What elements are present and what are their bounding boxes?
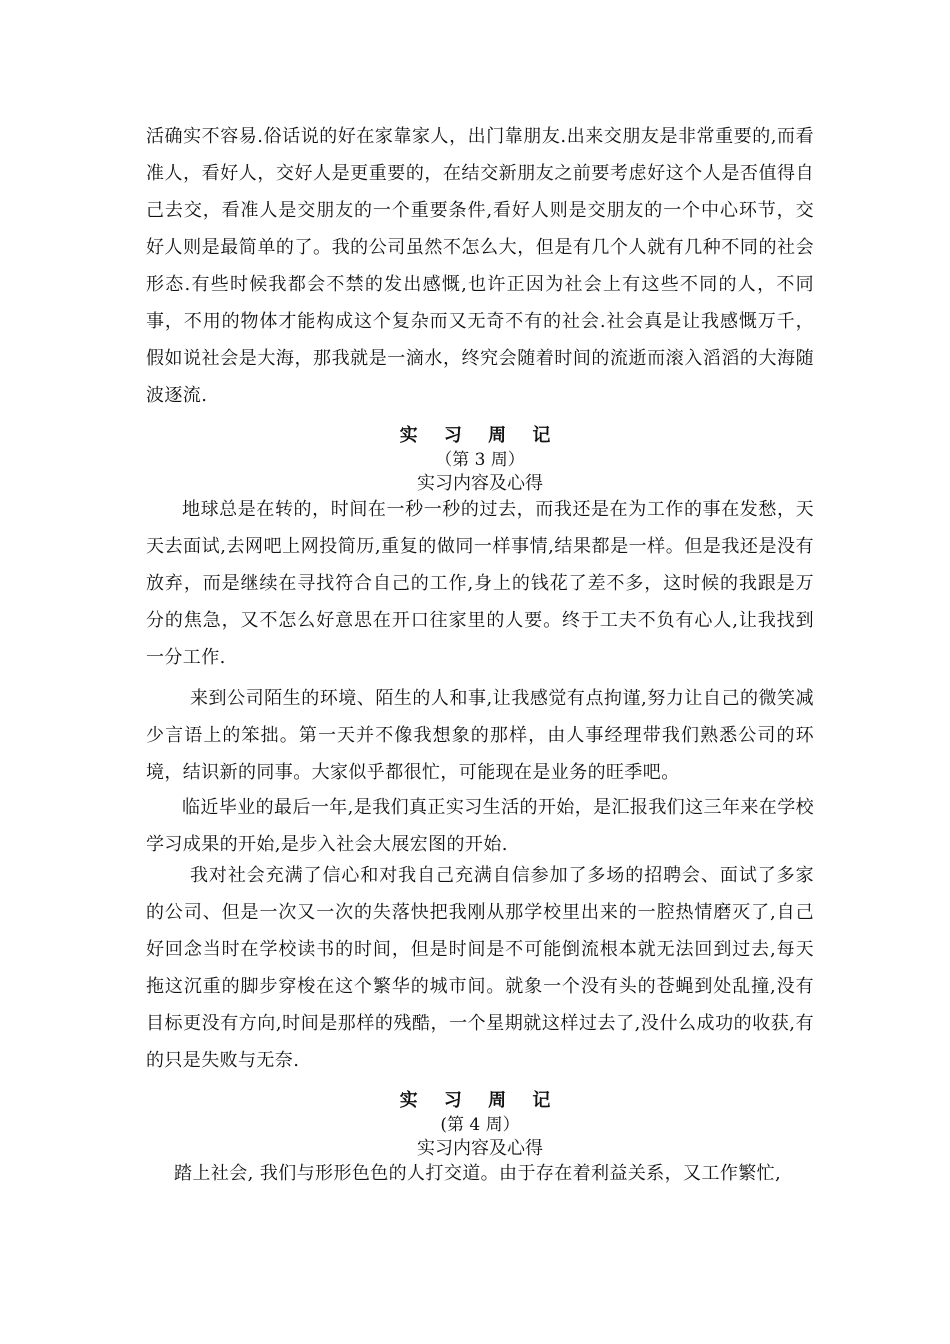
week4-number: (第 4 周） — [440, 1115, 520, 1135]
week3-number: （第 3 周） — [435, 450, 525, 470]
paragraph-intro: 活确实不容易.俗话说的好在家靠家人，出门靠朋友.出来交朋友是非常重要的,而看准人，看好人，交好人是更重要的，在结交新朋友之前要考虑好这个人是否值得自己去交，看准人是交朋友的一个重要条件,看好人则是交朋友的一个中心环节，交好人则是最简单的了。我的公司虽然不怎么大，但是有几个人就有几种不同的社会形态.有些时候我都会不禁的发出感慨,也许正因为社会上有这些不同的人，不同事，不用的物体才能构成这个复杂而又无奇不有的社会.社会真是让我感慨万千，假如说社会是大海，那我就是一滴水，终究会随着时间的流逝而滚入滔滔的大海随波逐流. — [146, 126, 814, 406]
week3-title: 实 习 周 记 — [399, 425, 561, 446]
week3-paragraph-4: 我对社会充满了信心和对我自己充满自信参加了多场的招聘会、面试了多家的公司、但是一次又一次的失落快把我刚从那学校里出来的一腔热情磨灭了,自己好回念当时在学校读书的时间，但是时间是不可能倒流根本就无法回到过去,每天拖这沉重的脚步穿梭在这个繁华的城市间。就象一个没有头的苍蝇到处乱撞,没有目标更没有方向,时间是那样的残酷，一个星期就这样过去了,没什么成功的收获,有的只是失败与无奈. — [146, 865, 814, 1071]
week4-paragraph-1: 踏上社会, 我们与形形色色的人打交道。由于存在着利益关系，又工作繁忙, — [174, 1163, 782, 1184]
week4-heading — [146, 1089, 814, 1161]
week3-subtitle: 实习内容及心得 — [417, 473, 543, 494]
week4-title: 实 习 周 记 — [399, 1090, 561, 1111]
week4-subtitle: 实习内容及心得 — [417, 1138, 543, 1159]
week3-paragraph-2: 来到公司陌生的环境、陌生的人和事,让我感觉有点拘谨,努力让自己的微笑减少言语上的笨拙。第一天并不像我想象的那样，由人事经理带我们熟悉公司的环境，结识新的同事。大家似乎都很忙，可能现在是业务的旺季吧。 — [146, 688, 814, 783]
week3-heading — [146, 424, 814, 496]
week3-paragraph-1: 地球总是在转的，时间在一秒一秒的过去，而我还是在为工作的事在发愁，天天去面试,去网吧上网投简历,重复的做同一样事情,结果都是一样。但是我还是没有放弃，而是继续在寻找符合自己的工作,身上的钱花了差不多，这时候的我跟是万分的焦急，又不怎么好意思在开口往家里的人要。终于工夫不负有心人,让我找到一分工作. — [146, 499, 814, 668]
week3-paragraph-3: 临近毕业的最后一年,是我们真正实习生活的开始，是汇报我们这三年来在学校学习成果的开始,是步入社会大展宏图的开始. — [146, 797, 814, 855]
